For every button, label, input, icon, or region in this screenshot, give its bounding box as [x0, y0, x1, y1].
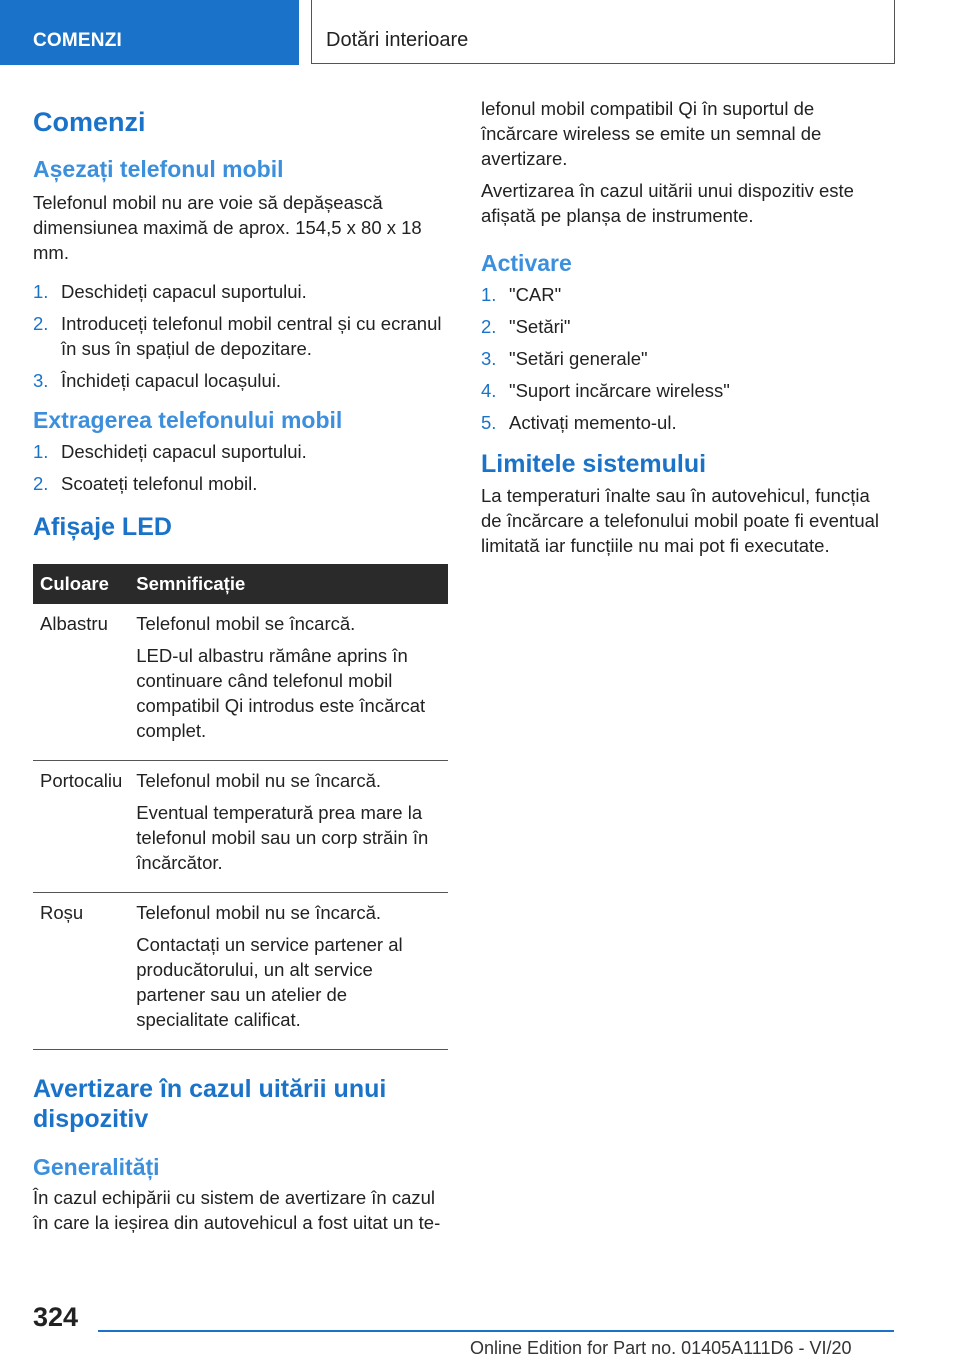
activate-heading: Activare	[481, 250, 572, 276]
step-number: 4.	[481, 379, 497, 401]
right-column	[481, 96, 893, 558]
step-number: 2.	[33, 312, 49, 334]
list-item	[481, 346, 893, 371]
step-text: Scoateți telefonul mobil.	[61, 472, 258, 494]
step-text: Introduceți telefonul mobil central și cu ecranul în sus în spațiul de depozitare.	[61, 312, 442, 359]
remove-phone-heading: Extragerea telefonului mobil	[33, 406, 343, 433]
remove-phone-steps	[33, 439, 448, 496]
meaning-line: Telefonul mobil nu se încarcă.	[136, 901, 382, 923]
table-cell-meaning	[129, 604, 448, 761]
step-number: 1.	[33, 440, 49, 462]
display-text: Avertizarea în cazul uitării unui dispozitiv este afișată pe planșa de instrumente.	[481, 180, 854, 226]
step-text: Activați memento-ul.	[509, 411, 677, 433]
step-text: Deschideți capacul suportului.	[61, 280, 307, 302]
warning-heading: Avertizare în cazul uitării unui dispozitiv	[33, 1074, 387, 1133]
page-number: 324	[33, 1302, 79, 1332]
list-item	[33, 311, 448, 361]
step-number: 3.	[481, 347, 497, 369]
header-chapter-box	[311, 0, 895, 64]
place-phone-steps	[33, 279, 448, 393]
meaning-line: Telefonul mobil nu se încarcă.	[136, 769, 382, 791]
meaning-line: Eventual temperatură prea mare la telefonul mobil sau un corp străin în încărcător.	[136, 801, 429, 873]
step-number: 1.	[481, 283, 497, 305]
table-header-color: Culoare	[33, 564, 129, 604]
step-text: Închideți capacul locașului.	[61, 369, 282, 391]
step-text: "CAR"	[509, 283, 562, 305]
list-item	[481, 314, 893, 339]
table-row	[33, 604, 448, 761]
table-row	[33, 892, 448, 1049]
step-number: 5.	[481, 411, 497, 433]
footer-divider	[98, 1330, 894, 1332]
step-text: "Suport incărcare wireless"	[509, 379, 730, 401]
step-text: "Setări"	[509, 315, 571, 337]
list-item	[33, 471, 448, 496]
step-text: "Setări generale"	[509, 347, 648, 369]
header-chapter-label: Dotări interioare	[326, 29, 469, 51]
place-phone-heading: Așezați telefonul mobil	[33, 156, 284, 183]
table-header-row	[33, 564, 448, 604]
list-item	[481, 282, 893, 307]
table-cell-meaning	[129, 892, 448, 1049]
continued-text: lefonul mobil compatibil Qi în suportul de încărcare wireless se emite un semnal de avertizare.	[481, 98, 822, 169]
general-text: În cazul echipării cu sistem de avertizare în cazul în care la ieșirea din autovehicul a fost uitat un te-	[33, 1187, 441, 1234]
led-heading: Afișaje LED	[33, 512, 172, 541]
list-item	[481, 378, 893, 403]
edition-label: Online Edition for Part no. 01405A111D6 - VI/20	[470, 1338, 852, 1358]
step-number: 1.	[33, 280, 49, 302]
table-cell-color: Roșu	[33, 892, 129, 1049]
list-item	[481, 410, 893, 435]
meaning-line: LED-ul albastru rămâne aprins în continuare când telefonul mobil compatibil Qi introdus este încărcat complet.	[136, 644, 426, 741]
led-table	[33, 564, 448, 1050]
left-column	[33, 96, 448, 1235]
header-section-label: COMENZI	[33, 30, 123, 51]
limits-text: La temperaturi înalte sau în autovehicul, funcția de încărcare a telefonului mobil poate fi eventual limitată iar funcțiile nu mai pot fi executate.	[481, 484, 880, 556]
meaning-line: Telefonul mobil se încarcă.	[136, 612, 356, 634]
table-row	[33, 760, 448, 892]
place-phone-text: Telefonul mobil nu are voie să depășească dimensiunea maximă de aprox. 154,5 x 80 x 18 mm.	[33, 191, 422, 263]
section-title: Comenzi	[33, 107, 146, 137]
general-heading: Generalități	[33, 1153, 160, 1180]
step-text: Deschideți capacul suportului.	[61, 440, 307, 462]
list-item	[33, 368, 448, 393]
activate-steps	[481, 282, 893, 435]
table-header-meaning: Semnificație	[129, 564, 448, 604]
table-cell-color: Albastru	[33, 604, 129, 761]
step-number: 2.	[481, 315, 497, 337]
header-section-tab	[0, 0, 299, 65]
table-cell-color: Portocaliu	[33, 760, 129, 892]
step-number: 2.	[33, 472, 49, 494]
table-cell-meaning	[129, 760, 448, 892]
list-item	[33, 439, 448, 464]
meaning-line: Contactați un service partener al producătorului, un alt service partener sau un atelier de specialitate calificat.	[136, 933, 403, 1030]
limits-heading: Limitele sistemului	[481, 449, 707, 478]
list-item	[33, 279, 448, 304]
step-number: 3.	[33, 369, 49, 391]
